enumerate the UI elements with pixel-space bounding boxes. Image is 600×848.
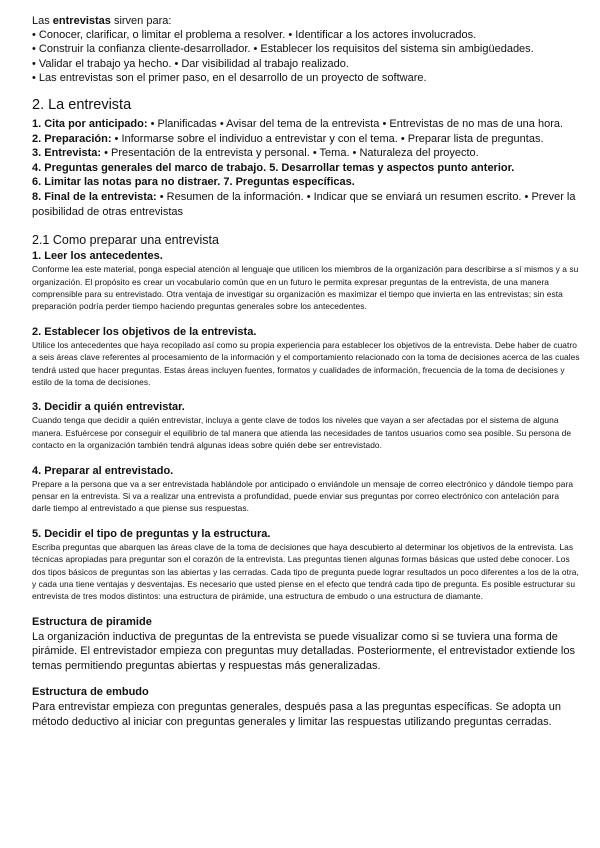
interview-step bbox=[32, 161, 580, 176]
intro-bullet: • Las entrevistas son el primer paso, en el desarrollo de un proyecto de software. bbox=[32, 71, 427, 84]
intro-bullet: • Conocer, clarificar, o limitar el problema a resolver. • Identificar a los actores involucrados. bbox=[32, 29, 477, 42]
interview-step-label: 1. Cita por anticipado: bbox=[32, 118, 148, 131]
structure-body: La organización inductiva de preguntas de la entrevista se puede visualizar como si se tuviera una forma de pirámide. El entrevistador empieza con preguntas muy detalladas. Posteriormente, el entrevistador extiende los temas permitiendo preguntas abiertas y respuestas más generalizadas. bbox=[32, 630, 575, 672]
interview-step bbox=[32, 117, 580, 132]
prep-step-block bbox=[32, 527, 580, 603]
interview-step bbox=[32, 175, 580, 190]
interview-step-text: • Planificadas • Avisar del tema de la entrevista • Entrevistas de no mas de una hora. bbox=[147, 118, 564, 131]
intro-lead-prefix: Las bbox=[32, 15, 53, 27]
structure-title: Estructura de piramide bbox=[32, 615, 152, 628]
interview-step bbox=[32, 190, 580, 219]
structure-body: Para entrevistar empieza con preguntas generales, después pasa a las preguntas específicas. Se adopta un método deductivo al iniciar con preguntas generales y limitar las respuestas utilizando preguntas cerradas. bbox=[32, 701, 561, 728]
document-page bbox=[32, 14, 580, 729]
interview-step-text: • Presentación de la entrevista y personal. • Tema. • Naturaleza del proyecto. bbox=[101, 147, 479, 160]
interview-step-label: 3. Entrevista: bbox=[32, 147, 102, 160]
prep-step-block bbox=[32, 325, 580, 389]
intro-bullet: • Validar el trabajo ya hecho. • Dar visibilidad al trabajo realizado. bbox=[32, 57, 349, 70]
intro-lead-suffix: sirven para: bbox=[110, 15, 172, 27]
prep-step-body: Conforme lea este material, ponga especial atención al lenguaje que utilicen los miembros de la organización para describirse a sí mismos y a su organización. El propósito es crear un vocabulario común que en un futuro le permita expresar preguntas de la entrevista, de una manera comprensible para su entrevistado. Otra ventaja de investigar su organización es maximizar el tiempo que invierta en las entrevistas; sin esta preparación podría perder tiempo haciendo preguntas generales sobre los antecedentes. bbox=[32, 264, 579, 312]
interview-step-label: 2. Preparación: bbox=[32, 132, 112, 145]
prep-step-title: 2. Establecer los objetivos de la entrevista. bbox=[32, 325, 257, 338]
interview-step-text: • Informarse sobre el individuo a entrevistar y con el tema. • Preparar lista de preguntas. bbox=[111, 132, 544, 145]
prep-step-block bbox=[32, 400, 580, 451]
prep-step-title: 4. Preparar al entrevistado. bbox=[32, 464, 174, 477]
interview-step-label: 4. Preguntas generales del marco de trabajo. 5. Desarrollar temas y aspectos punto anterior. bbox=[32, 161, 515, 174]
prep-step-body: Cuando tenga que decidir a quién entrevistar, incluya a gente clave de todos los niveles que vayan a ser afectadas por el sistema de alguna manera. Esfuércese por conseguir el equilibrio de tal manera que atienda las necesidades de tantos usuarios como sea posible. Su persona de contacto en la organización también tendrá algunas ideas sobre quién debe ser entrevistado. bbox=[32, 415, 572, 451]
prep-step-title: 1. Leer los antecedentes. bbox=[32, 250, 163, 263]
prep-step-block bbox=[32, 249, 580, 313]
prep-step-title: 5. Decidir el tipo de preguntas y la estructura. bbox=[32, 527, 271, 540]
interview-step-label: 6. Limitar las notas para no distraer. 7. Preguntas específicas. bbox=[32, 176, 355, 189]
structure-title: Estructura de embudo bbox=[32, 686, 149, 699]
prep-step-body: Escriba preguntas que abarquen las áreas clave de la toma de decisiones que haya descubierto al determinar los objetivos de la entrevista. Las técnicas apropiadas para preguntar son el corazón de la entrevista. Las preguntas tienen algunas formas básicas que usted debe conocer. Los dos tipos básicos de preguntas son las abiertas y las cerradas. Cada tipo de pregunta puede lograr resultados un poco diferentes a los de la otra, y cada una tiene ventajas y desventajas. Es necesario que usted piense en el efecto que tendrá cada tipo de pregunta. Es posible estructurar su entrevista de tres modos distintos: una estructura de pirámide, una estructura de embudo o una estructura de diamante. bbox=[32, 541, 579, 602]
prep-step-body: Utilice los antecedentes que haya recopilado así como su propia experiencia para establecer los objetivos de la entrevista. Debe haber de cuatro a seis áreas clave referentes al procesamiento de la información y el comportamiento relacionado con la toma de decisiones acerca de las cuales tendrá usted que hacer preguntas. Estas áreas incluyen fuentes, formatos y cualidades de información, frecuencia de la toma de decisiones y estilo de la toma de decisiones. bbox=[32, 339, 580, 388]
interview-step bbox=[32, 146, 580, 161]
intro-lead-bold: entrevistas bbox=[52, 15, 111, 27]
prep-step-title: 3. Decidir a quién entrevistar. bbox=[32, 401, 185, 414]
intro-lead bbox=[32, 14, 580, 28]
interview-step bbox=[32, 132, 580, 147]
prep-step-block bbox=[32, 464, 580, 515]
intro-bullet: • Construir la confianza cliente-desarrollador. • Establecer los requisitos del sistema sin ambigüedades. bbox=[32, 43, 534, 56]
interview-step-text: • Resumen de la información. • Indicar que se enviará un resumen escrito. • Prever la posibilidad de otras entrevistas bbox=[32, 190, 576, 218]
section-2-1-title: 2.1 Como preparar una entrevista bbox=[32, 233, 219, 248]
prep-step-body: Prepare a la persona que va a ser entrevistada hablándole por anticipado o enviándole un mensaje de correo electrónico y dándole tiempo para pensar en la entrevista. Si va a realizar una entrevista a profundidad, puede enviar sus preguntas por correo electrónico con antelación para darle tiempo al entrevistado a que piense sus respuestas. bbox=[32, 478, 574, 514]
section-2-title: 2. La entrevista bbox=[32, 97, 132, 114]
interview-step-label: 8. Final de la entrevista: bbox=[32, 190, 157, 203]
